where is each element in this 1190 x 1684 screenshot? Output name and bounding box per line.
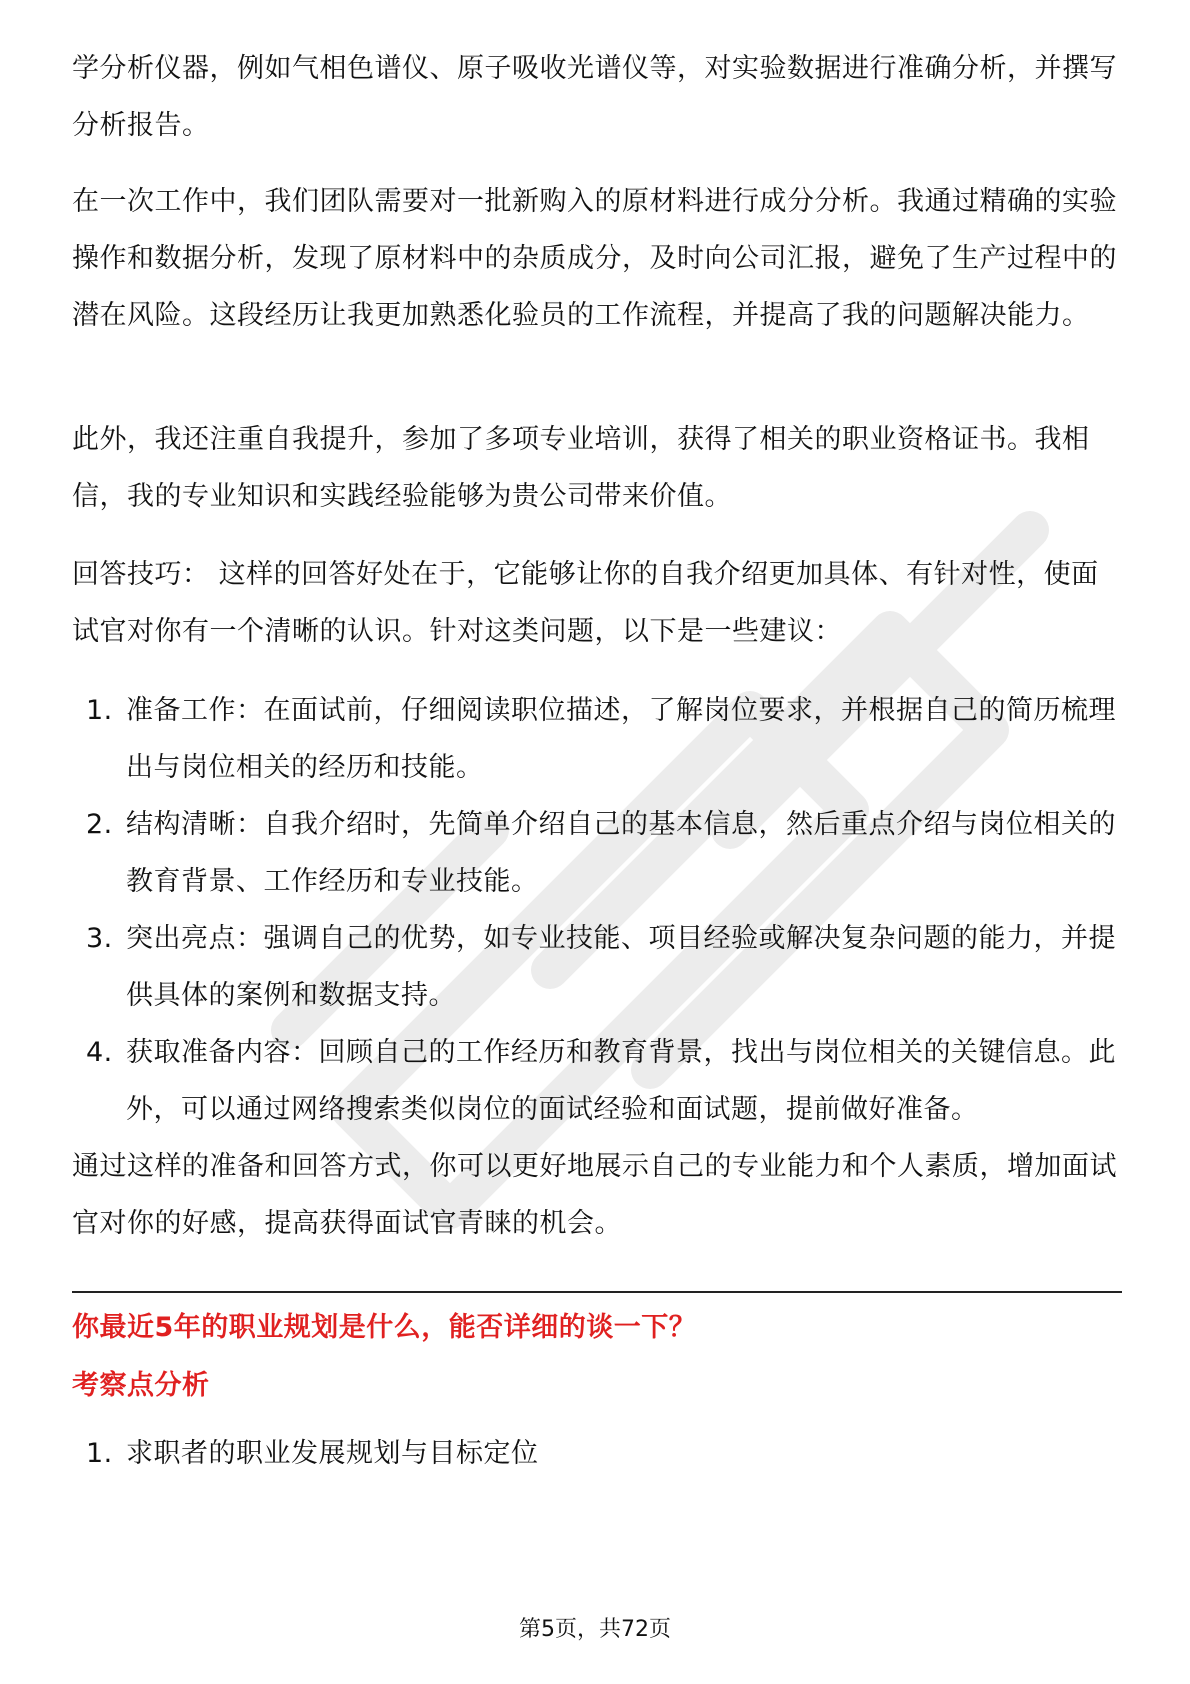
list-item-text: 求职者的职业发展规划与目标定位 [126,1438,539,1469]
list-number: 3. [86,923,113,954]
list-item [72,1425,1122,1482]
list-number: 1. [86,1438,113,1469]
analysis-points-list [72,1425,1122,1482]
paragraph-self-improvement: 此外，我还注重自我提升，参加了多项专业培训，获得了相关的职业资格证书。我相信，我的专业知识和实践经验能够为贵公司带来价值。 [72,424,1090,512]
paragraph-conclusion: 通过这样的准备和回答方式，你可以更好地展示自己的专业能力和个人素质，增加面试官对你的好感，提高获得面试官青睐的机会。 [72,1151,1117,1239]
list-item-text: 准备工作：在面试前，仔细阅读职位描述，了解岗位要求，并根据自己的简历梳理出与岗位相关的经历和技能。 [126,695,1116,783]
list-item [72,910,1122,1024]
question-title: 你最近5年的职业规划是什么，能否详细的谈一下？ [72,1312,697,1343]
paragraph-work-experience: 在一次工作中，我们团队需要对一批新购入的原材料进行成分分析。我通过精确的实验操作和数据分析，发现了原材料中的杂质成分，及时向公司汇报，避免了生产过程中的潜在风险。这段经历让我更加熟悉化验员的工作流程，并提高了我的问题解决能力。 [72,186,1117,331]
list-item [72,1024,1122,1138]
section-divider [72,1291,1122,1293]
list-number: 4. [86,1037,113,1068]
list-item [72,796,1122,910]
list-number: 2. [86,809,113,840]
page-number: 第5页，共72页 [519,1617,671,1642]
paragraph-analysis-tools: 学分析仪器，例如气相色谱仪、原子吸收光谱仪等，对实验数据进行准确分析，并撰写分析报告。 [72,53,1117,141]
tips-list [72,682,1122,1138]
list-item-text: 获取准备内容：回顾自己的工作经历和教育背景，找出与岗位相关的关键信息。此外，可以通过网络搜索类似岗位的面试经验和面试题，提前做好准备。 [126,1037,1116,1125]
list-item [72,682,1122,796]
list-item-text: 突出亮点：强调自己的优势，如专业技能、项目经验或解决复杂问题的能力，并提供具体的案例和数据支持。 [126,923,1116,1011]
list-item-text: 结构清晰：自我介绍时，先简单介绍自己的基本信息，然后重点介绍与岗位相关的教育背景、工作经历和专业技能。 [126,809,1116,897]
paragraph-answer-tips: 回答技巧： 这样的回答好处在于，它能够让你的自我介绍更加具体、有针对性，使面试官对你有一个清晰的认识。针对这类问题，以下是一些建议： [72,559,1099,647]
list-number: 1. [86,695,113,726]
analysis-heading: 考察点分析 [72,1370,210,1401]
